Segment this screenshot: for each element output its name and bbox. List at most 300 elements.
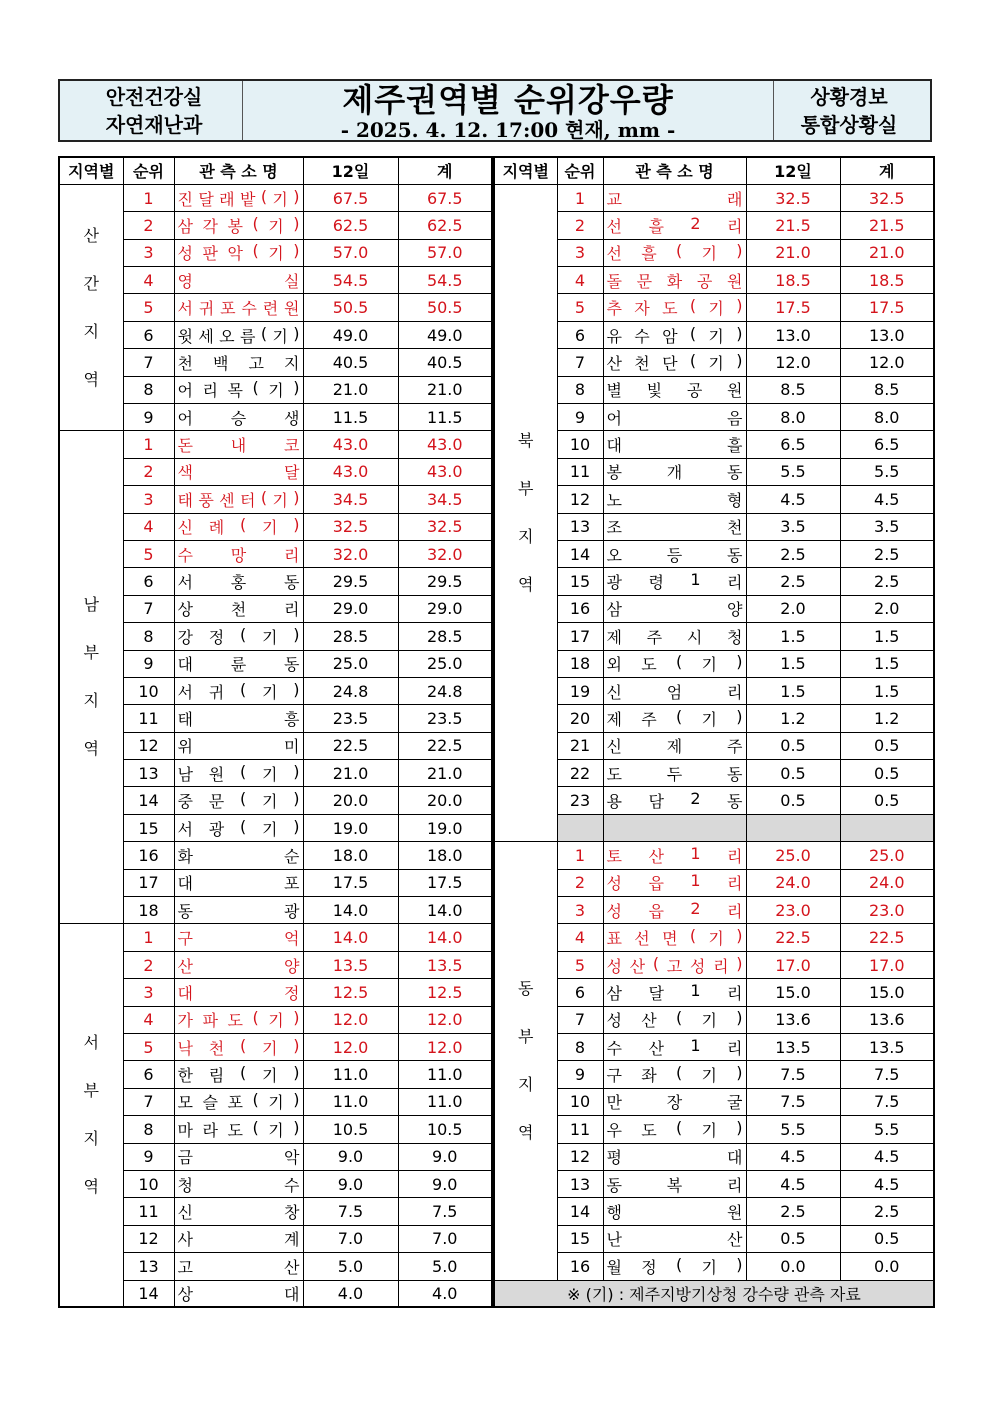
day-rainfall-cell: 24.8	[303, 677, 398, 704]
table-row	[494, 869, 934, 896]
table-row	[494, 321, 934, 348]
table-row	[59, 787, 492, 814]
rank-cell: 6	[123, 568, 174, 595]
station-name: 서 광 ( 기 )	[177, 816, 300, 839]
day-rainfall-cell: 21.0	[303, 760, 398, 787]
station-name: 도 두 동	[606, 764, 743, 784]
day-rainfall-cell: 25.0	[746, 842, 840, 869]
table-row	[494, 842, 934, 869]
station-name: 성 판 악 ( 기 )	[177, 241, 300, 264]
rank-cell: 15	[557, 568, 603, 595]
table-row	[59, 1116, 492, 1143]
station-name-cell	[603, 732, 746, 759]
table-row	[494, 513, 934, 540]
day-rainfall-cell: 3.5	[746, 513, 840, 540]
department-line-1: 안전건강실	[105, 84, 203, 109]
total-rainfall-cell: 43.0	[398, 431, 492, 458]
region-cell	[59, 431, 123, 924]
total-rainfall-cell: 22.5	[840, 924, 934, 951]
total-rainfall-cell: 14.0	[398, 897, 492, 924]
station-name-cell	[603, 979, 746, 1006]
day-rainfall-cell: 11.5	[303, 404, 398, 431]
day-rainfall-cell: 6.5	[746, 431, 840, 458]
total-rainfall-cell: 67.5	[398, 184, 492, 211]
total-rainfall-cell: 62.5	[398, 212, 492, 239]
table-row	[494, 1061, 934, 1088]
rank-cell: 9	[557, 404, 603, 431]
station-name: 선 흘 ( 기 )	[606, 241, 743, 264]
day-rainfall-cell: 10.5	[303, 1116, 398, 1143]
station-name: 신 제 주	[606, 737, 743, 757]
station-name-cell	[603, 623, 746, 650]
table-row	[494, 623, 934, 650]
table-row	[59, 677, 492, 704]
station-name-cell	[174, 1198, 303, 1225]
station-name-cell	[174, 1116, 303, 1143]
station-name: 행 원	[606, 1203, 743, 1223]
rank-cell: 11	[557, 458, 603, 485]
station-name-cell	[174, 349, 303, 376]
total-rainfall-cell: 17.5	[840, 294, 934, 321]
total-rainfall-cell: 7.5	[840, 1061, 934, 1088]
total-rainfall-cell: 0.0	[840, 1253, 934, 1280]
total-rainfall-cell: 14.0	[398, 924, 492, 951]
station-name-cell	[174, 486, 303, 513]
rank-cell: 22	[557, 760, 603, 787]
station-name: 삼 달 1 리	[606, 980, 743, 1003]
rank-cell: 14	[557, 540, 603, 567]
station-name-cell	[174, 897, 303, 924]
total-rainfall-cell: 1.5	[840, 650, 934, 677]
title-block	[242, 81, 774, 140]
day-rainfall-cell: 12.0	[303, 1006, 398, 1033]
station-name-cell	[603, 568, 746, 595]
table-row	[59, 486, 492, 513]
total-rainfall-cell: 25.0	[398, 650, 492, 677]
rank-cell: 4	[557, 924, 603, 951]
col-region-header: 지역별	[494, 157, 557, 184]
table-row	[59, 842, 492, 869]
col-total-header: 계	[398, 157, 492, 184]
rank-cell: 15	[557, 1225, 603, 1252]
day-rainfall-cell: 7.5	[746, 1088, 840, 1115]
station-name: 위 미	[177, 737, 300, 757]
day-rainfall-cell: 5.5	[746, 1116, 840, 1143]
station-name: 난 산	[606, 1230, 743, 1250]
station-name-cell	[174, 212, 303, 239]
rank-cell: 13	[557, 1170, 603, 1197]
station-name: 신 엄 리	[606, 682, 743, 702]
station-name-cell	[603, 1143, 746, 1170]
region-label: 동부지역	[518, 978, 534, 1142]
station-name: 영 실	[177, 271, 300, 291]
total-rainfall-cell: 6.5	[840, 431, 934, 458]
station-name: 삼 각 봉 ( 기 )	[177, 213, 300, 236]
station-name: 광 령 1 리	[606, 570, 743, 593]
table-row	[494, 650, 934, 677]
day-rainfall-cell: 1.5	[746, 650, 840, 677]
station-name-cell	[174, 705, 303, 732]
table-row	[494, 212, 934, 239]
day-rainfall-cell: 1.5	[746, 677, 840, 704]
total-rainfall-cell: 7.5	[840, 1088, 934, 1115]
table-row	[59, 623, 492, 650]
station-name-cell	[603, 1116, 746, 1143]
total-rainfall-cell: 24.0	[840, 869, 934, 896]
rank-cell: 17	[123, 869, 174, 896]
day-rainfall-cell: 0.5	[746, 732, 840, 759]
station-name-cell	[603, 1253, 746, 1280]
total-rainfall-cell: 0.5	[840, 760, 934, 787]
col-total-header: 계	[840, 157, 934, 184]
station-name: 수 산 1 리	[606, 1035, 743, 1058]
col-rank-header: 순위	[123, 157, 174, 184]
day-rainfall-cell: 62.5	[303, 212, 398, 239]
total-rainfall-cell: 20.0	[398, 787, 492, 814]
station-name-cell	[603, 924, 746, 951]
table-row	[59, 568, 492, 595]
table-row	[59, 924, 492, 951]
rank-cell: 3	[557, 239, 603, 266]
table-row	[494, 1034, 934, 1061]
table-row	[59, 1253, 492, 1280]
total-rainfall-cell: 13.5	[398, 951, 492, 978]
day-rainfall-cell: 54.5	[303, 267, 398, 294]
total-rainfall-cell: 34.5	[398, 486, 492, 513]
station-name: 태 풍 센 터 ( 기 )	[177, 487, 300, 510]
table-row	[59, 869, 492, 896]
rank-cell: 8	[123, 376, 174, 403]
station-name: 낙 천 ( 기 )	[177, 1035, 300, 1058]
day-rainfall-cell: 0.0	[746, 1253, 840, 1280]
total-rainfall-cell: 4.5	[840, 1170, 934, 1197]
situation-room-block	[774, 81, 924, 140]
rank-cell: 8	[123, 1116, 174, 1143]
department-block	[66, 81, 242, 140]
total-rainfall-cell: 0.5	[840, 732, 934, 759]
day-rainfall-cell: 17.0	[746, 951, 840, 978]
day-rainfall-cell: 12.5	[303, 979, 398, 1006]
table-row	[494, 1006, 934, 1033]
total-rainfall-cell: 11.0	[398, 1088, 492, 1115]
rank-cell: 4	[557, 267, 603, 294]
total-rainfall-cell: 21.0	[840, 239, 934, 266]
day-rainfall-cell: 17.5	[303, 869, 398, 896]
region-label: 산간지역	[83, 225, 99, 389]
rank-cell: 14	[557, 1198, 603, 1225]
total-rainfall-cell: 13.6	[840, 1006, 934, 1033]
rank-cell: 1	[123, 924, 174, 951]
station-name: 동 복 리	[606, 1175, 743, 1195]
table-row	[494, 1253, 934, 1280]
day-rainfall-cell: 23.0	[746, 897, 840, 924]
day-rainfall-cell: 19.0	[303, 814, 398, 841]
rank-cell: 15	[123, 814, 174, 841]
station-name-cell	[603, 897, 746, 924]
region-cell	[494, 842, 557, 1280]
table-row	[494, 951, 934, 978]
total-rainfall-cell: 32.0	[398, 540, 492, 567]
station-name: 신 창	[177, 1203, 300, 1223]
station-name: 월 정 ( 기 )	[606, 1254, 743, 1277]
station-name-cell	[174, 458, 303, 485]
table-row	[494, 1143, 934, 1170]
table-row	[494, 1088, 934, 1115]
table-row	[59, 814, 492, 841]
total-rainfall-cell: 8.0	[840, 404, 934, 431]
table-row	[494, 705, 934, 732]
table-row	[59, 1061, 492, 1088]
station-name: 오 등 동	[606, 545, 743, 565]
total-rainfall-cell: 11.0	[398, 1061, 492, 1088]
total-rainfall-cell: 21.0	[398, 376, 492, 403]
total-rainfall-cell: 18.5	[840, 267, 934, 294]
station-name-cell	[603, 760, 746, 787]
station-name-cell	[174, 1280, 303, 1307]
day-rainfall-cell: 21.5	[746, 212, 840, 239]
station-name-cell	[174, 869, 303, 896]
total-rainfall-cell: 3.5	[840, 513, 934, 540]
table-row	[59, 513, 492, 540]
table-row	[494, 677, 934, 704]
region-label: 북부지역	[518, 431, 534, 595]
total-rainfall-cell: 13.0	[840, 321, 934, 348]
station-name: 제 주 ( 기 )	[606, 707, 743, 729]
station-name-cell	[174, 184, 303, 211]
rank-cell: 11	[123, 1198, 174, 1225]
table-row	[59, 212, 492, 239]
station-name: 상 천 리	[177, 600, 300, 620]
station-name: 토 산 1 리	[606, 843, 743, 866]
day-rainfall-cell: 12.0	[746, 349, 840, 376]
table-row	[59, 321, 492, 348]
station-name-cell	[603, 595, 746, 622]
rank-cell: 7	[557, 349, 603, 376]
rank-cell: 5	[123, 294, 174, 321]
station-name-cell	[603, 677, 746, 704]
situation-line-2: 통합상황실	[800, 112, 898, 137]
rank-cell: 9	[123, 1143, 174, 1170]
day-rainfall-cell: 22.5	[746, 924, 840, 951]
report-timestamp: - 2025. 4. 12. 17:00 현재, mm -	[340, 117, 676, 142]
station-name-cell	[174, 979, 303, 1006]
station-name: 금 악	[177, 1148, 300, 1168]
total-rainfall-cell: 2.5	[840, 540, 934, 567]
station-name: 구 억	[177, 929, 300, 949]
table-row	[494, 458, 934, 485]
station-name-cell	[603, 1088, 746, 1115]
station-name-cell	[174, 814, 303, 841]
station-name-cell	[174, 595, 303, 622]
day-rainfall-cell: 9.0	[303, 1170, 398, 1197]
total-rainfall-cell: 43.0	[398, 458, 492, 485]
table-row	[59, 349, 492, 376]
station-name: 우 도 ( 기 )	[606, 1117, 743, 1140]
col-station-header: 관 측 소 명	[174, 157, 303, 184]
rank-cell: 2	[123, 951, 174, 978]
station-name: 추 자 도 ( 기 )	[606, 296, 743, 319]
rank-cell: 6	[557, 321, 603, 348]
rank-cell: 3	[123, 486, 174, 513]
rank-cell: 11	[557, 1116, 603, 1143]
blank-cell	[840, 814, 934, 841]
station-name: 대 정	[177, 983, 300, 1003]
station-name-cell	[174, 376, 303, 403]
region-label: 서부지역	[83, 1033, 99, 1197]
station-name-cell	[603, 321, 746, 348]
blank-cell	[746, 814, 840, 841]
table-row	[494, 1116, 934, 1143]
day-rainfall-cell: 50.5	[303, 294, 398, 321]
station-name-cell	[174, 677, 303, 704]
right-table-body	[494, 184, 934, 1307]
rank-cell: 21	[557, 732, 603, 759]
rank-cell: 11	[123, 705, 174, 732]
total-rainfall-cell: 24.8	[398, 677, 492, 704]
rank-cell: 1	[123, 184, 174, 211]
rank-cell: 4	[123, 1006, 174, 1033]
station-name-cell	[174, 431, 303, 458]
table-row	[59, 1198, 492, 1225]
station-name-cell	[603, 486, 746, 513]
day-rainfall-cell: 13.6	[746, 1006, 840, 1033]
total-rainfall-cell: 1.5	[840, 623, 934, 650]
station-name: 신 례 ( 기 )	[177, 515, 300, 538]
station-name: 성 산 ( 기 )	[606, 1008, 743, 1031]
total-rainfall-cell: 15.0	[840, 979, 934, 1006]
day-rainfall-cell: 5.5	[746, 458, 840, 485]
total-rainfall-cell: 49.0	[398, 321, 492, 348]
day-rainfall-cell: 25.0	[303, 650, 398, 677]
day-rainfall-cell: 20.0	[303, 787, 398, 814]
station-name: 산 양	[177, 956, 300, 976]
rank-cell: 8	[557, 376, 603, 403]
rank-cell: 10	[123, 1170, 174, 1197]
rank-cell: 4	[123, 267, 174, 294]
day-rainfall-cell: 32.0	[303, 540, 398, 567]
rank-cell: 13	[123, 1253, 174, 1280]
station-name: 용 담 2 동	[606, 789, 743, 812]
station-name: 윗 세 오 름 ( 기 )	[177, 323, 300, 346]
table-row	[59, 431, 492, 458]
table-row	[494, 568, 934, 595]
station-name-cell	[174, 239, 303, 266]
station-name: 천 백 고 지	[177, 353, 300, 373]
total-rainfall-cell: 11.5	[398, 404, 492, 431]
rank-cell: 12	[557, 486, 603, 513]
rank-cell: 12	[123, 1225, 174, 1252]
rank-cell: 5	[123, 540, 174, 567]
day-rainfall-cell: 18.0	[303, 842, 398, 869]
station-name: 중 문 ( 기 )	[177, 789, 300, 812]
table-row	[59, 540, 492, 567]
total-rainfall-cell: 22.5	[398, 732, 492, 759]
total-rainfall-cell: 2.0	[840, 595, 934, 622]
rank-cell: 4	[123, 513, 174, 540]
station-name: 태 흥	[177, 710, 300, 729]
table-row	[59, 458, 492, 485]
day-rainfall-cell: 13.5	[746, 1034, 840, 1061]
total-rainfall-cell: 29.5	[398, 568, 492, 595]
station-name-cell	[603, 1198, 746, 1225]
table-row	[59, 732, 492, 759]
station-name: 만 장 굴	[606, 1093, 743, 1113]
total-rainfall-cell: 19.0	[398, 814, 492, 841]
station-name-cell	[174, 294, 303, 321]
table-row	[494, 431, 934, 458]
station-name-cell	[603, 212, 746, 239]
total-rainfall-cell: 32.5	[840, 184, 934, 211]
rank-cell: 17	[557, 623, 603, 650]
total-rainfall-cell: 29.0	[398, 595, 492, 622]
total-rainfall-cell: 8.5	[840, 376, 934, 403]
station-name-cell	[603, 951, 746, 978]
table-row	[494, 540, 934, 567]
rank-cell: 6	[123, 1061, 174, 1088]
day-rainfall-cell: 34.5	[303, 486, 398, 513]
total-rainfall-cell: 40.5	[398, 349, 492, 376]
rank-cell: 5	[557, 951, 603, 978]
station-name-cell	[174, 842, 303, 869]
table-row	[59, 979, 492, 1006]
station-name-cell	[603, 294, 746, 321]
station-name-cell	[174, 267, 303, 294]
day-rainfall-cell: 13.0	[746, 321, 840, 348]
table-row	[59, 705, 492, 732]
table-row	[494, 924, 934, 951]
rank-cell: 23	[557, 787, 603, 814]
table-header-row	[494, 157, 934, 184]
rank-cell: 12	[123, 732, 174, 759]
station-name-cell	[603, 1006, 746, 1033]
station-name: 제 주 시 청	[606, 627, 743, 647]
table-row	[59, 760, 492, 787]
col-day-header: 12일	[746, 157, 840, 184]
region-label: 남부지역	[83, 595, 99, 759]
rank-cell: 16	[557, 1253, 603, 1280]
station-name: 노 형	[606, 490, 743, 510]
table-row	[494, 294, 934, 321]
rank-cell: 9	[123, 650, 174, 677]
day-rainfall-cell: 15.0	[746, 979, 840, 1006]
table-row	[59, 1006, 492, 1033]
rank-cell: 12	[557, 1143, 603, 1170]
rank-cell: 10	[557, 1088, 603, 1115]
rank-cell: 5	[123, 1034, 174, 1061]
note-row	[494, 1280, 934, 1307]
station-name: 화 순	[177, 846, 300, 866]
day-rainfall-cell: 8.0	[746, 404, 840, 431]
station-name-cell	[174, 1034, 303, 1061]
station-name-cell	[603, 1034, 746, 1061]
table-row	[59, 1034, 492, 1061]
station-name-cell	[174, 787, 303, 814]
rank-cell: 14	[123, 787, 174, 814]
table-row	[494, 267, 934, 294]
day-rainfall-cell: 29.5	[303, 568, 398, 595]
total-rainfall-cell: 25.0	[840, 842, 934, 869]
station-name: 마 라 도 ( 기 )	[177, 1117, 300, 1140]
rank-cell: 16	[123, 842, 174, 869]
rank-cell: 7	[557, 1006, 603, 1033]
day-rainfall-cell: 32.5	[746, 184, 840, 211]
situation-line-1: 상황경보	[810, 84, 888, 109]
total-rainfall-cell: 23.5	[398, 705, 492, 732]
station-name-cell	[174, 924, 303, 951]
total-rainfall-cell: 17.0	[840, 951, 934, 978]
table-row	[494, 787, 934, 814]
table-header-row	[59, 157, 492, 184]
